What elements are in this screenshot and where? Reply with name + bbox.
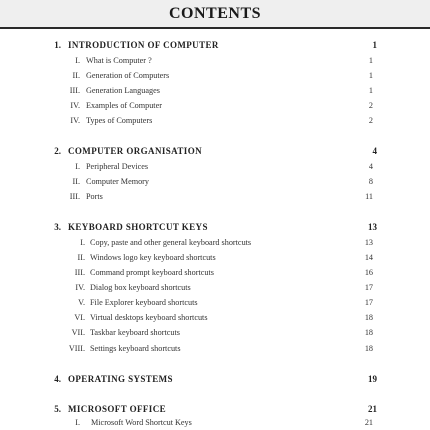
toc-item[interactable] (0, 283, 430, 297)
item-title: Virtual desktops keyboard shortcuts (90, 313, 208, 322)
item-page: 21 (364, 418, 373, 427)
item-title: Settings keyboard shortcuts (90, 344, 181, 353)
toc-item[interactable] (0, 298, 430, 312)
chapter-number: 5. (54, 404, 61, 414)
chapter-title: KEYBOARD SHORTCUT KEYS (68, 222, 208, 232)
chapter-number: 1. (54, 40, 61, 50)
chapter-number: 3. (54, 222, 61, 232)
toc-item[interactable] (0, 101, 430, 115)
toc-item[interactable] (0, 177, 430, 191)
item-roman: VIII. (68, 344, 85, 353)
item-roman: I. (80, 238, 85, 247)
item-page: 16 (364, 268, 373, 277)
item-page: 18 (364, 328, 373, 337)
chapter-row-3[interactable] (0, 222, 430, 236)
item-roman: IV. (70, 116, 80, 125)
item-page: 13 (364, 238, 373, 247)
item-roman: V. (78, 298, 85, 307)
item-page: 2 (368, 116, 373, 125)
toc-item[interactable] (0, 238, 430, 252)
item-roman: II. (72, 177, 80, 186)
item-title: Generation of Computers (86, 71, 170, 80)
item-page: 14 (364, 253, 373, 262)
item-title: What is Computer ? (86, 56, 152, 65)
item-page: 18 (364, 313, 373, 322)
toc-item[interactable] (0, 86, 430, 100)
item-page: 1 (368, 56, 373, 65)
item-roman: IV. (70, 101, 80, 110)
item-page: 17 (364, 283, 373, 292)
item-title: Types of Computers (86, 116, 153, 125)
item-roman: II. (77, 253, 85, 262)
item-roman: III. (74, 268, 85, 277)
item-roman: VI. (74, 313, 85, 322)
toc-item[interactable] (0, 192, 430, 206)
toc-item[interactable] (0, 253, 430, 267)
item-page: 8 (368, 177, 373, 186)
toc-item[interactable] (0, 56, 430, 70)
item-roman: II. (72, 71, 80, 80)
item-title: Peripheral Devices (86, 162, 149, 171)
item-title: Microsoft Word Shortcut Keys (91, 418, 192, 427)
item-title: Examples of Computer (86, 101, 162, 110)
chapter-page: 1 (372, 40, 377, 50)
chapter-row-2[interactable] (0, 146, 430, 160)
chapter-title: COMPUTER ORGANISATION (68, 146, 202, 156)
toc-item[interactable] (0, 162, 430, 176)
chapter-title: INTRODUCTION OF COMPUTER (68, 40, 219, 50)
item-roman: III. (69, 192, 80, 201)
item-title: Command prompt keyboard shortcuts (90, 268, 214, 277)
item-roman: III. (69, 86, 80, 95)
item-title: Generation Languages (86, 86, 160, 95)
chapter-title: OPERATING SYSTEMS (68, 374, 173, 384)
toc-item[interactable] (0, 344, 430, 358)
toc-item[interactable] (0, 328, 430, 342)
toc-item[interactable] (0, 313, 430, 327)
chapter-page: 21 (368, 404, 377, 414)
toc-item[interactable] (0, 418, 430, 430)
chapter-page: 13 (368, 222, 377, 232)
item-title: File Explorer keyboard shortcuts (90, 298, 198, 307)
item-page: 1 (368, 86, 373, 95)
item-roman: I. (75, 162, 80, 171)
item-page: 18 (364, 344, 373, 353)
chapter-page: 4 (372, 146, 377, 156)
toc-item[interactable] (0, 116, 430, 130)
chapter-number: 4. (54, 374, 61, 384)
item-roman: I. (75, 418, 80, 427)
item-page: 1 (368, 71, 373, 80)
page-title: CONTENTS (168, 5, 262, 22)
item-title: Taskbar keyboard shortcuts (90, 328, 180, 337)
chapter-title: MICROSOFT OFFICE (68, 404, 166, 414)
chapter-row-5[interactable] (0, 404, 430, 418)
item-title: Copy, paste and other general keyboard shortcuts (90, 238, 252, 247)
chapter-row-4[interactable] (0, 374, 430, 388)
item-title: Dialog box keyboard shortcuts (90, 283, 191, 292)
chapter-number: 2. (54, 146, 61, 156)
item-page: 4 (368, 162, 373, 171)
item-roman: VII. (71, 328, 85, 337)
item-roman: I. (75, 56, 80, 65)
item-title: Ports (86, 192, 103, 201)
item-page: 2 (368, 101, 373, 110)
chapter-page: 19 (368, 374, 377, 384)
item-page: 11 (365, 192, 373, 201)
item-roman: IV. (75, 283, 85, 292)
chapter-row-1[interactable] (0, 40, 430, 54)
item-page: 17 (364, 298, 373, 307)
toc-item[interactable] (0, 71, 430, 85)
item-title: Computer Memory (86, 177, 149, 186)
toc-item[interactable] (0, 268, 430, 282)
item-title: Windows logo key keyboard shortcuts (90, 253, 216, 262)
